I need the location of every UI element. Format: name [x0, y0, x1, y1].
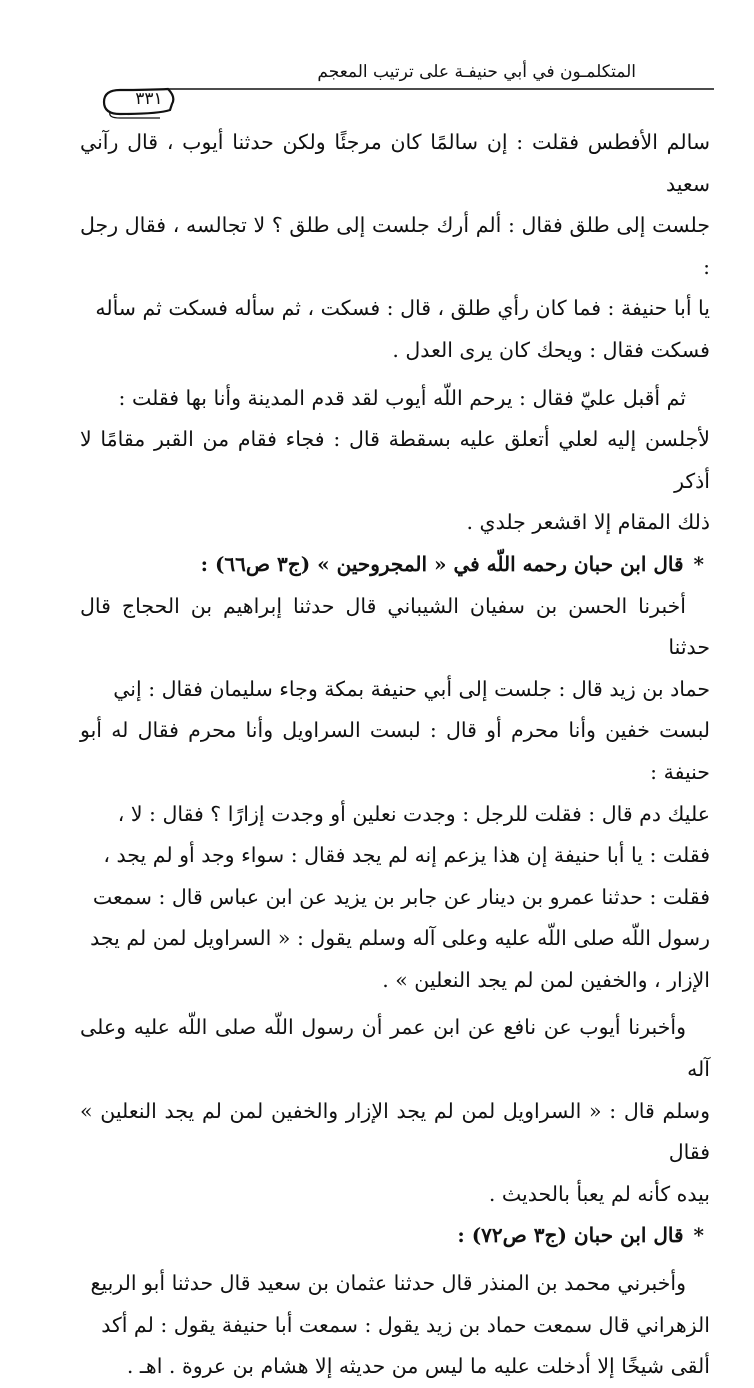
header-rule — [0, 0, 754, 130]
line: لأجلسن إليه لعلي أتعلق عليه بسقطة قال : فجاء فقام من القبر مقامًا لا أذكر — [80, 427, 710, 493]
line: وسلم قال : « السراويل لمن لم يجد الإزار والخفين لمن لم يجد النعلين » فقال — [80, 1098, 710, 1165]
line: ذلك المقام إلا اقشعر جلدي . — [466, 510, 710, 535]
line: يا أبا حنيفة : فما كان رأي طلق ، قال : فسكت ، ثم سأله فسكت ثم سأله — [95, 296, 710, 321]
star-icon: * — [693, 551, 704, 576]
line: فقلت : حدثنا عمرو بن دينار عن جابر بن يزيد عن ابن عباس قال : سمعت — [92, 884, 710, 909]
line: ألقى شيخًا إلا أدخلت عليه ما ليس من حديثه إلا هشام بن عروة . اهـ . — [126, 1354, 710, 1379]
line: لبست خفين وأنا محرم أو قال : لبست السراويل وأنا محرم فقال له أبو حنيفة : — [80, 718, 710, 784]
line: وأخبرنا أيوب عن نافع عن ابن عمر أن رسول اللّه صلى اللّه عليه وعلى آله — [80, 1015, 710, 1082]
paragraph-4 — [80, 1007, 710, 1215]
star-icon: * — [693, 1223, 704, 1248]
line: أخبرنا الحسن بن سفيان الشيباني قال حدثنا إبراهيم بن الحجاج قال حدثنا — [80, 593, 710, 660]
line: فسكت فقال : ويحك كان يرى العدل . — [392, 337, 710, 362]
body-text — [80, 122, 710, 1388]
paragraph-2 — [80, 378, 710, 544]
heading-text: قال ابن حبان رحمه اللّه في « المجروحين » (ج٣ ص٦٦) : — [200, 551, 684, 576]
page-number: ٣٣١ — [135, 89, 163, 109]
paragraph-3 — [80, 586, 710, 1002]
line: جلست إلى طلق فقال : ألم أرك جلست إلى طلق ؟ لا تجالسه ، فقال رجل : — [80, 213, 710, 279]
running-title: المتكلمـون في أبي حنيفـة على ترتيب المعجم — [317, 62, 636, 82]
line: الإزار ، والخفين لمن لم يجد النعلين » . — [382, 967, 710, 992]
section-heading-1 — [80, 544, 710, 586]
line: ثم أقبل عليّ فقال : يرحم اللّه أيوب لقد قدم المدينة وأنا بها فقلت : — [118, 385, 686, 410]
line: وأخبرني محمد بن المنذر قال حدثنا عثمان بن سعيد قال حدثنا أبو الربيع — [90, 1271, 686, 1296]
line: حماد بن زيد قال : جلست إلى أبي حنيفة بمكة وجاء سليمان فقال : إني — [113, 676, 710, 701]
line: الزهراني قال سمعت حماد بن زيد يقول : سمعت أبا حنيفة يقول : لم أكد — [101, 1312, 710, 1337]
line: سالم الأفطس فقلت : إن سالمًا كان مرجئًا ولكن حدثنا أيوب ، قال رآني سعيد — [80, 130, 710, 196]
heading-text: قال ابن حبان (ج٣ ص٧٢) : — [457, 1223, 684, 1248]
line: بيده كأنه لم يعبأ بالحديث . — [488, 1181, 710, 1206]
paragraph-1 — [80, 122, 710, 372]
line: فقلت : يا أبا حنيفة إن هذا يزعم إنه لم يجد فقال : سواء وجد أو لم يجد ، — [103, 843, 710, 868]
line: عليك دم قال : فقلت للرجل : وجدت نعلين أو وجدت إزارًا ؟ فقال : لا ، — [117, 801, 710, 826]
line: رسول اللّه صلى اللّه عليه وعلى آله وسلم يقول : « السراويل لمن لم يجد — [90, 926, 710, 951]
section-heading-2 — [80, 1215, 710, 1257]
paragraph-5 — [80, 1263, 710, 1388]
